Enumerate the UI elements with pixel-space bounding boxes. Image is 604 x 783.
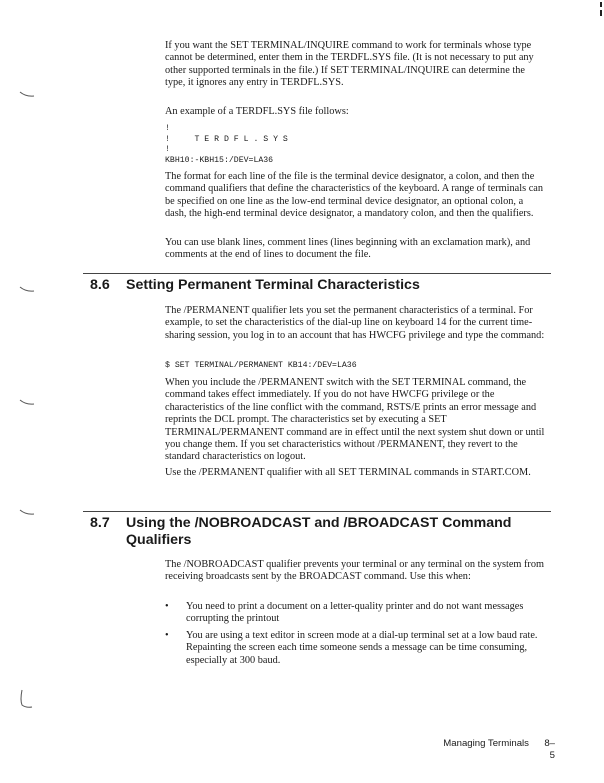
section-number: 8.7 xyxy=(90,515,110,531)
nobroadcast-paragraph: The /NOBROADCAST qualifier prevents your terminal or any terminal on the system from receiving broadcasts sent by the BROADCAST command. Use this when: xyxy=(165,559,545,583)
section-number: 8.6 xyxy=(90,277,110,293)
list-item-text: You need to print a document on a letter-quality printer and do not want messages corrupting the printout xyxy=(186,601,524,625)
format-paragraph: The format for each line of the file is the terminal device designator, a colon, and then the command qualifiers that define the characteristics of the keyboard. A range of terminals can be specified on one line as the low-end terminal device designator, an optional colon, a dash, the high-end terminal device designator, a mandatory colon, and then the qualifiers. xyxy=(165,171,543,220)
section-title: Setting Permanent Terminal Characteristics xyxy=(126,277,420,293)
example-intro: An example of a TERDFL.SYS file follows: xyxy=(165,106,349,117)
bullet-icon: • xyxy=(165,630,169,641)
startcom-paragraph: Use the /PERMANENT qualifier with all SET TERMINAL commands in START.COM. xyxy=(165,467,531,478)
section-title: Using the /NOBROADCAST and /BROADCAST Command Qualifiers xyxy=(126,515,512,548)
footer-page-number: 8–5 xyxy=(544,738,555,761)
permanent-command: $ SET TERMINAL/PERMANENT KB14:/DEV=LA36 xyxy=(165,361,357,370)
comments-paragraph: You can use blank lines, comment lines (lines beginning with an exclamation mark), and comments at the end of lines to document the file. xyxy=(165,237,531,261)
permanent-effect-paragraph: When you include the /PERMANENT switch with the SET TERMINAL command, the command takes effect immediately. If you do not have HWCFG privilege or the characteristics of the line conflict with the command, RSTS/E prints an error message and reprints the DCL prompt. The characteristics set by executing a SET TERMINAL/PERMANENT command are in effect until the next system shut down or until you change them. If you set characteristics without /PERMANENT, they revert to the standard characteristics on logout. xyxy=(165,377,545,463)
permanent-paragraph: The /PERMANENT qualifier lets you set the permanent characteristics of a terminal. For example, to set the characteristics of the dial-up line on keyboard 14 for the current time-sharing session, you log in to an account that has HWCFG privilege and type the command: xyxy=(165,305,545,341)
terdfl-code-example: ! ! T E R D F L . S Y S ! KBH10:-KBH15:/DEV=LA36 xyxy=(165,124,288,165)
footer-chapter: Managing Terminals xyxy=(443,738,529,749)
intro-paragraph: If you want the SET TERMINAL/INQUIRE command to work for terminals whose type cannot be determined, enter them in the TERDFL.SYS file. (It is not necessary to put any other supported terminals in the file.) If SET TERMINAL/INQUIRE can determine the type, it ignores any entry in TERDFL.SYS. xyxy=(165,40,534,89)
bullet-icon: • xyxy=(165,601,169,612)
list-item-text: You are using a text editor in screen mode at a dial-up terminal set at a low baud rate. Repainting the screen each time someone sends a message can be time consuming, especially at 300 baud. xyxy=(186,630,538,666)
